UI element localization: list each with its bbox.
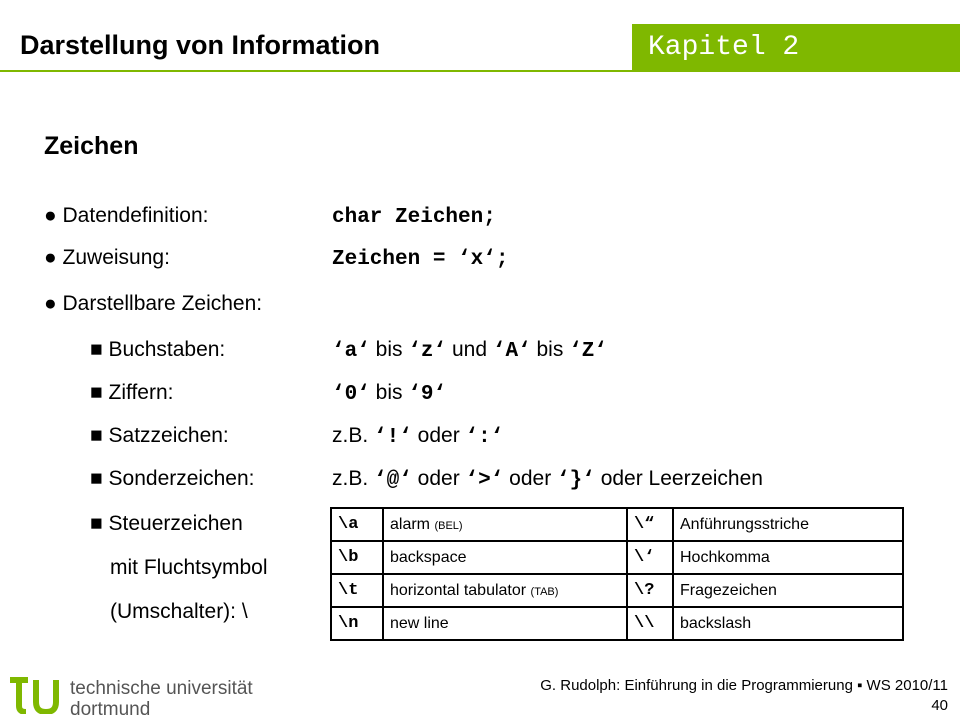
subitem-sonderzeichen-label: ■ Sonderzeichen: xyxy=(90,467,255,490)
text-fragment: z.B. xyxy=(332,424,375,447)
escape-code: \b xyxy=(331,541,383,574)
subitem-ziffern-value xyxy=(332,381,446,406)
text-fragment: bis xyxy=(369,381,409,404)
code-char: ‘!‘ xyxy=(374,426,412,449)
escape-description xyxy=(383,508,627,541)
code-char: ‘Z‘ xyxy=(569,340,607,363)
footer-course: G. Rudolph: Einführung in die Programmierung ▪ WS 2010/11 xyxy=(540,677,948,694)
subitem-satzzeichen-label: ■ Satzzeichen: xyxy=(90,424,229,447)
escape-code: \n xyxy=(331,607,383,640)
university-line1: technische universität xyxy=(70,678,253,699)
table-row xyxy=(331,607,903,640)
university-name xyxy=(70,678,253,720)
header-divider xyxy=(0,70,960,72)
code-char: ‘z‘ xyxy=(408,340,447,363)
escape-code: \“ xyxy=(627,508,673,541)
text-fragment: oder Leerzeichen xyxy=(594,467,763,490)
description-abbrev: (BEL) xyxy=(434,519,463,532)
text-fragment: bis xyxy=(369,338,409,361)
subitem-steuerzeichen-label: ■ Steuerzeichen xyxy=(90,512,243,535)
tu-logo-icon xyxy=(6,674,66,714)
subitem-ziffern-label: ■ Ziffern: xyxy=(90,381,174,404)
chapter-label: Kapitel 2 xyxy=(648,32,800,63)
code-char: ‘@‘ xyxy=(374,469,412,492)
page-number: 40 xyxy=(931,697,948,714)
code-char: ‘:‘ xyxy=(465,426,504,449)
description-text: backspace xyxy=(390,548,467,566)
escape-code: \t xyxy=(331,574,383,607)
escape-description xyxy=(383,541,627,574)
escape-description: Hochkomma xyxy=(673,541,903,574)
subitem-buchstaben-value xyxy=(332,338,607,363)
table-row xyxy=(331,541,903,574)
bullet-darstellbare-label: ● Darstellbare Zeichen: xyxy=(44,292,263,315)
code-char: ‘a‘ xyxy=(332,340,370,363)
section-title: Zeichen xyxy=(44,132,139,160)
subitem-buchstaben-label: ■ Buchstaben: xyxy=(90,338,226,361)
text-fragment: und xyxy=(446,338,493,361)
page-title: Darstellung von Information xyxy=(20,30,381,60)
subitem-satzzeichen-value xyxy=(332,424,503,449)
escape-code: \\ xyxy=(627,607,673,640)
table-row xyxy=(331,574,903,607)
description-abbrev: (TAB) xyxy=(530,585,559,598)
footer xyxy=(540,676,948,716)
bullet-datendefinition-label: ● Datendefinition: xyxy=(44,204,209,227)
escape-code: \a xyxy=(331,508,383,541)
subitem-steuerzeichen-line2: mit Fluchtsymbol xyxy=(110,556,268,579)
text-fragment: bis xyxy=(530,338,570,361)
table-row xyxy=(331,508,903,541)
text-fragment: oder xyxy=(411,424,466,447)
escape-description xyxy=(383,607,627,640)
text-fragment: oder xyxy=(503,467,558,490)
escape-description: Anführungsstriche xyxy=(673,508,903,541)
bullet-zuweisung-label: ● Zuweisung: xyxy=(44,246,170,269)
escape-description: Fragezeichen xyxy=(673,574,903,607)
code-char: ‘}‘ xyxy=(557,469,595,492)
escape-description: backslash xyxy=(673,607,903,640)
subitem-sonderzeichen-value xyxy=(332,467,763,492)
university-line2: dortmund xyxy=(70,699,151,720)
escape-code: \? xyxy=(627,574,673,607)
code-char: ‘0‘ xyxy=(332,383,370,406)
escape-code: \‘ xyxy=(627,541,673,574)
subitem-steuerzeichen-line3: (Umschalter): \ xyxy=(110,600,248,623)
description-text: alarm xyxy=(390,515,435,533)
description-text: new line xyxy=(390,614,449,632)
code-char: ‘>‘ xyxy=(465,469,504,492)
escape-sequence-table xyxy=(330,507,904,641)
escape-description xyxy=(383,574,627,607)
text-fragment: oder xyxy=(411,467,466,490)
code-char: ‘9‘ xyxy=(408,383,447,406)
description-text: horizontal tabulator xyxy=(390,581,531,599)
code-char: ‘A‘ xyxy=(492,340,531,363)
text-fragment: z.B. xyxy=(332,467,375,490)
bullet-zuweisung-code: Zeichen = ‘x‘; xyxy=(332,248,509,271)
bullet-datendefinition-code: char Zeichen; xyxy=(332,206,496,229)
